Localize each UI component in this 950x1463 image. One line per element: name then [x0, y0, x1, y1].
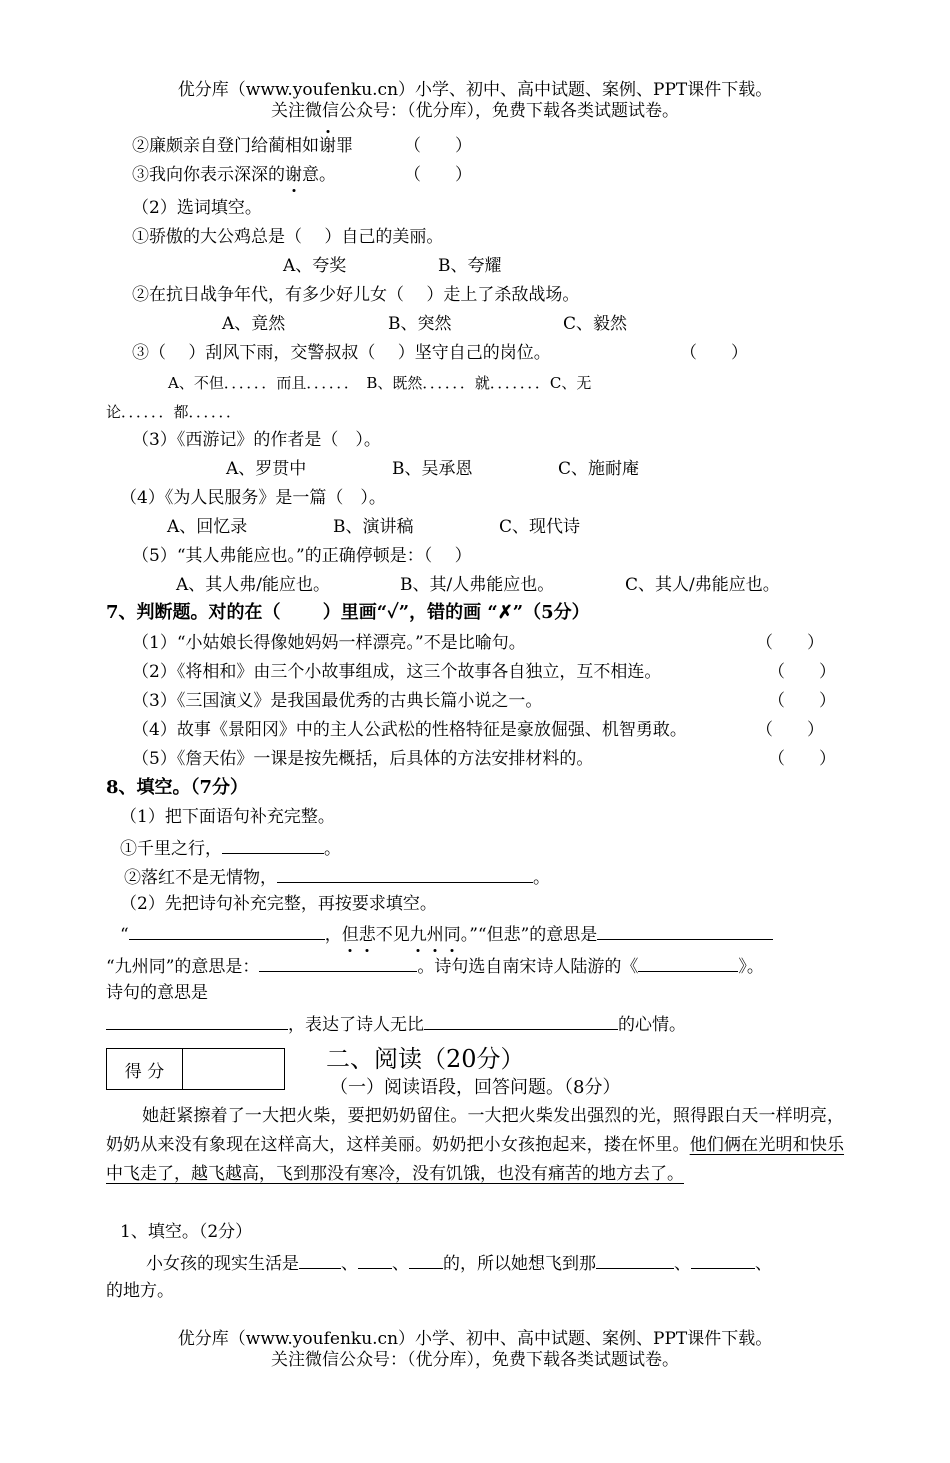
underlined-sentence: 他们俩在光明和快乐中飞走了，越飞越高，飞到那没有寒冷，没有饥饿，也没有痛苦的地方去了。: [106, 1135, 845, 1184]
emphasis-dot-char: 但: [341, 925, 359, 945]
q6-s3-options-line-2: 论．．．．．．都．．．．．．: [106, 403, 242, 421]
score-box: [106, 1048, 285, 1090]
q6-sub5-option-b: B、其/人弗能应也。: [400, 575, 555, 595]
q6-sub3-option-b: B、吴承恩: [392, 459, 473, 479]
score-label: 得 分: [107, 1049, 183, 1089]
answer-blank[interactable]: [129, 921, 325, 940]
q6-item-3-paren: （ ）: [404, 165, 472, 185]
q6-sub4-option-b: B、演讲稿: [333, 517, 414, 537]
reading-q1-end: 的地方。: [106, 1281, 174, 1301]
q7-item-4-paren: （ ）: [756, 720, 824, 740]
answer-blank[interactable]: [596, 1250, 674, 1269]
q8-title: 8、填空。（7分）: [106, 777, 249, 798]
q6-s2-option-c: C、毅然: [563, 314, 628, 334]
q6-sub3-option-c: C、施耐庵: [558, 459, 640, 479]
q7-item-3: （3）《三国演义》是我国最优秀的古典长篇小说之一。: [132, 691, 543, 711]
answer-blank[interactable]: [358, 1250, 392, 1269]
q7-title: 7、判断题。对的在（ ）里画“✓”，错的画 “✗”（5分）: [106, 602, 590, 623]
footer-line-1: 优分库（www.youfenku.cn）小学、初中、高中试题、案例、PPT课件下载。: [177, 1329, 773, 1349]
q8-row-3: 诗句的意思是: [106, 983, 208, 1003]
footer-line-2: 关注微信公众号：（优分库），免费下载各类试题试卷。: [271, 1350, 679, 1370]
q7-item-3-paren: （ ）: [768, 691, 836, 711]
q6-sub4: （4）《为人民服务》是一篇（ ）。: [120, 488, 386, 508]
answer-blank[interactable]: [106, 1011, 288, 1030]
emphasis-dot-char: 州: [426, 925, 444, 945]
q8-poem-line: “ ，但悲不见九州同。”“但悲”的意思是: [120, 921, 773, 946]
q6-sub5-option-a: A、其人弗/能应也。: [176, 575, 331, 595]
reading-part-1-title: （一）阅读语段，回答问题。（8分）: [330, 1077, 621, 1098]
q8-sub2: （2）先把诗句补充完整，再按要求填空。: [120, 894, 437, 914]
q6-sentence-2: ②在抗日战争年代，有多少好儿女（ ）走上了杀敌战场。: [132, 285, 580, 305]
q7-item-1-paren: （ ）: [756, 633, 824, 653]
answer-blank[interactable]: [409, 1250, 443, 1269]
emphasis-dot-char: 同: [443, 925, 461, 945]
answer-blank[interactable]: [222, 835, 324, 854]
q7-item-2: （2）《将相和》由三个小故事组成，这三个故事各自独立，互不相连。: [132, 662, 662, 682]
answer-blank[interactable]: [299, 1250, 341, 1269]
q6-sub5: （5）“其人弗能应也。”的正确停顿是：（ ）: [132, 546, 472, 566]
answer-blank[interactable]: [277, 864, 533, 883]
q7-item-5: （5）《詹天佑》一课是按先概括，后具体的方法安排材料的。: [132, 749, 594, 769]
q7-item-4: （4）故事《景阳冈》中的主人公武松的性格特征是豪放倔强、机智勇敢。: [132, 720, 687, 740]
q6-sub2-title: （2）选词填空。: [132, 198, 262, 218]
q8-row-4: ，表达了诗人无比 的心情。: [106, 1011, 686, 1036]
answer-blank[interactable]: [259, 953, 417, 972]
score-field[interactable]: [183, 1049, 284, 1089]
q6-sub3: （3）《西游记》的作者是（ ）。: [132, 430, 381, 450]
q6-sub4-option-a: A、回忆录: [167, 517, 248, 537]
q6-s1-option-b: B、夸耀: [438, 256, 502, 276]
answer-blank[interactable]: [638, 953, 738, 972]
q6-item-3: ③我向你表示深深的谢意。: [132, 165, 336, 185]
q6-s3-paren: （ ）: [680, 343, 748, 363]
q6-sub5-option-c: C、其人/弗能应也。: [625, 575, 780, 595]
answer-blank[interactable]: [597, 921, 773, 940]
q7-item-1: （1）“小姑娘长得像她妈妈一样漂亮。”不是比喻句。: [132, 633, 526, 653]
reading-q1-title: 1、填空。（2分）: [120, 1222, 253, 1242]
q6-sub3-option-a: A、罗贯中: [226, 459, 307, 479]
answer-blank[interactable]: [424, 1011, 618, 1030]
section-title: 二、阅读（20分）: [326, 1045, 525, 1073]
q6-sentence-3: ③（ ）刮风下雨，交警叔叔（ ）坚守自己的岗位。: [132, 343, 551, 363]
reading-q1-line: 小女孩的现实生活是 、 、 的，所以她想飞到那 、 、: [146, 1250, 772, 1275]
q7-item-2-paren: （ ）: [768, 662, 836, 682]
header-line-2: 关注微信公众号：（优分库），免费下载各类试题试卷。: [271, 101, 679, 121]
q8-sub1: （1）把下面语句补充完整。: [120, 807, 335, 827]
emphasis-dot-char: 谢: [319, 136, 336, 156]
q6-item-2: ②廉颇亲自登门给蔺相如谢罪: [132, 136, 353, 156]
q8-line-2: ②落红不是无情物， 。: [124, 864, 550, 889]
q6-sentence-1: ①骄傲的大公鸡总是（ ）自己的美丽。: [132, 227, 444, 247]
q8-row-2: “九州同”的意思是： 。诗句选自南宋诗人陆游的《 》。: [106, 953, 764, 978]
emphasis-dot-char: 悲: [358, 925, 376, 945]
q6-s1-option-a: A、夸奖: [283, 256, 347, 276]
header-line-1: 优分库（www.youfenku.cn）小学、初中、高中试题、案例、PPT课件下载。: [177, 80, 773, 100]
answer-blank[interactable]: [691, 1250, 755, 1269]
q6-s2-option-b: B、突然: [388, 314, 452, 334]
q6-s3-options-line-1: A、不但．．．．．．而且．．．．．． B、既然．．．．．．就．．．．．．．C、无: [168, 374, 592, 392]
q6-sub4-option-c: C、现代诗: [499, 517, 581, 537]
emphasis-dot-char: 九: [409, 925, 427, 945]
q7-item-5-paren: （ ）: [768, 749, 836, 769]
emphasis-dot-char: 谢: [285, 165, 302, 185]
q6-s2-option-a: A、竟然: [222, 314, 286, 334]
reading-passage: 她赶紧擦着了一大把火柴，要把奶奶留住。一大把火柴发出强烈的光，照得跟白天一样明亮，奶奶从来没有象现在这样高大，这样美丽。奶奶把小女孩抱起来，搂在怀里。他们俩在光明和快乐中飞走了，越飞越高，飞到那没有寒冷，没有饥饿，也没有痛苦的地方去了。: [106, 1106, 845, 1184]
q6-item-2-paren: （ ）: [404, 136, 472, 156]
q8-line-1: ①千里之行， 。: [120, 835, 341, 860]
